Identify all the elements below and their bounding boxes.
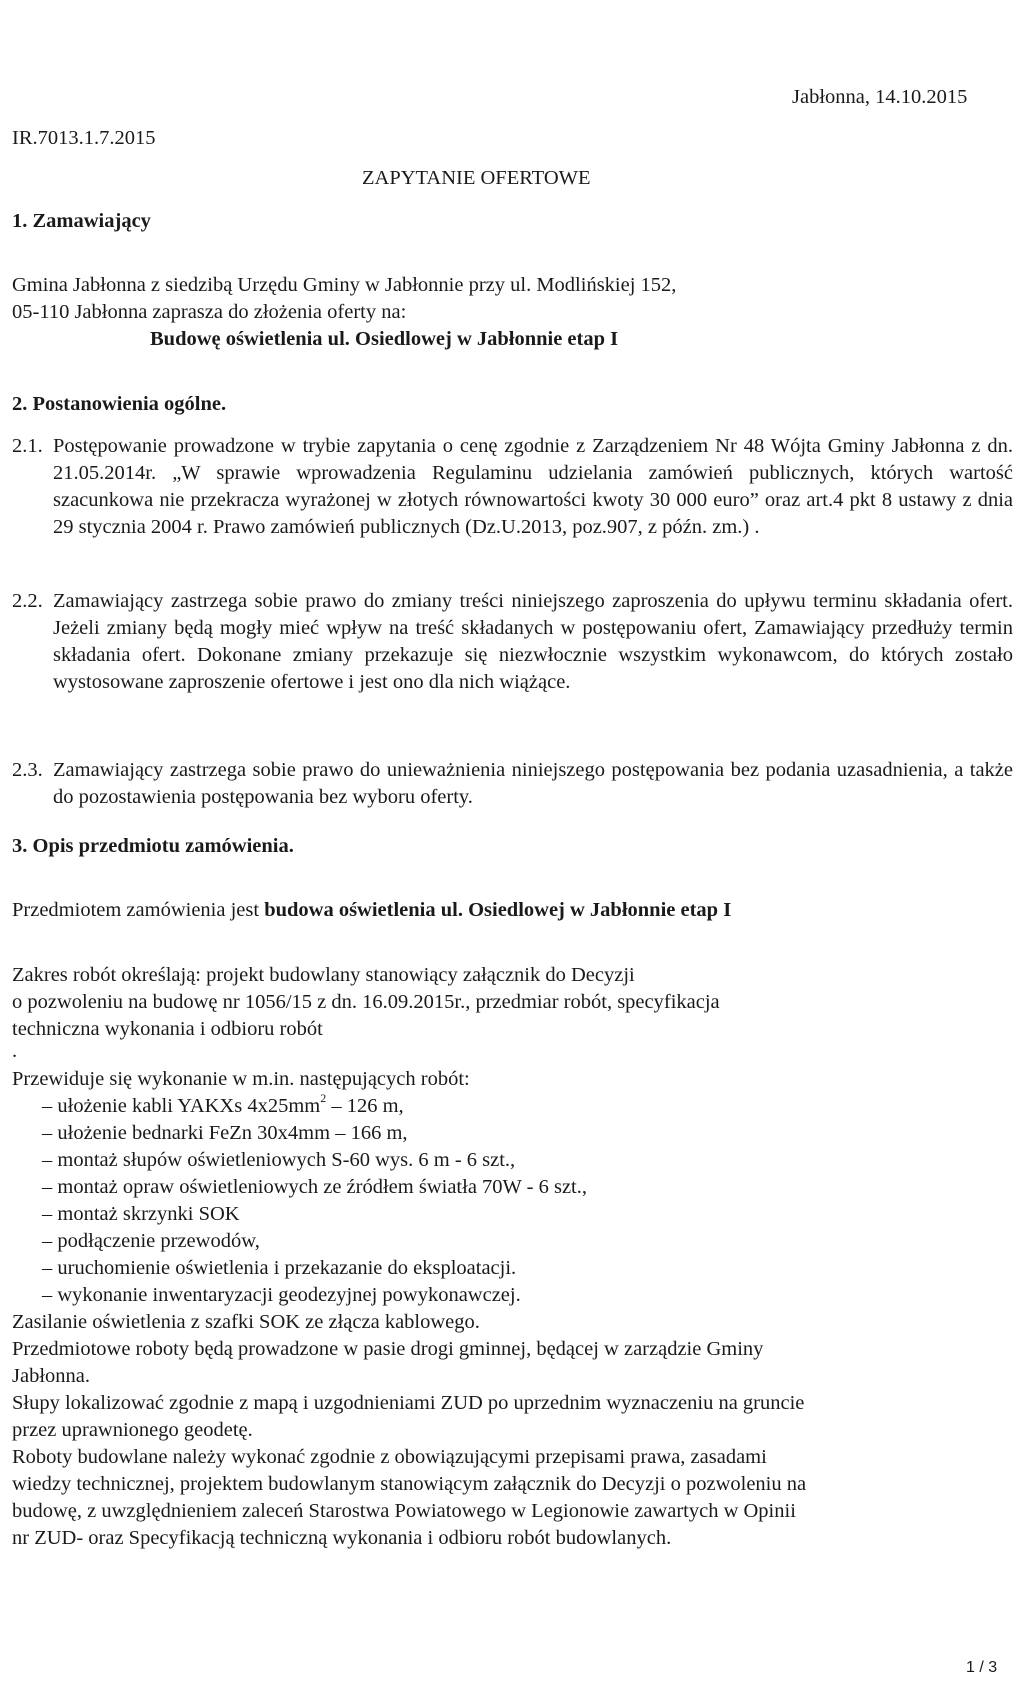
document-title: ZAPYTANIE OFERTOWE — [362, 167, 591, 189]
scope-dot: . — [12, 1040, 18, 1062]
clause-2-1-text: Postępowanie prowadzone w trybie zapytania o cenę zgodnie z Zarządzeniem Nr 48 Wójta Gminy Jabłonna z dn. 21.05.2014r. „W sprawie wprowadzenia Regulaminu udzielania zamówień publicznych, których wartość szacunkowa nie przekracza wyrażonej w złotych równowartości kwoty 30 000 euro” oraz art.4 pkt 8 ustawy z dnia 29 stycznia 2004 r. Prawo zamówień publicznych (Dz.U.2013, poz.907, z późn. zm.) . — [53, 435, 1013, 538]
page-number: 1 / 3 — [966, 1659, 998, 1676]
works-item: – montaż skrzynki SOK — [42, 1203, 240, 1225]
place-date: Jabłonna, 14.10.2015 — [792, 86, 968, 108]
clause-2-3-number: 2.3. — [12, 759, 43, 781]
subject-bold: budowa oświetlenia ul. Osiedlowej w Jabłonnie etap I — [264, 899, 732, 921]
clause-2-1-number: 2.1. — [12, 435, 43, 457]
rules-line-1: Roboty budowlane należy wykonać zgodnie z obowiązującymi przepisami prawa, zasadami — [12, 1446, 767, 1468]
scope-line-3: techniczna wykonania i odbioru robót — [12, 1018, 323, 1040]
works-item: – ułożenie bednarki FeZn 30x4mm – 166 m, — [42, 1122, 408, 1144]
works-item-1-suffix: – 126 m, — [326, 1095, 404, 1117]
works-item: – uruchomienie oświetlenia i przekazanie do eksploatacji. — [42, 1257, 517, 1279]
clause-2-2-text: Zamawiający zastrzega sobie prawo do zmiany treści niniejszego zaproszenia do upływu terminu składania ofert. Jeżeli zmiany będą mogły mieć wpływ na treść składanych w postępowaniu ofert, Zamawiający przedłuży termin składania ofert. Dokonane zmiany przekazuje się niezwłocznie wszystkim wykonawcom, do których zostało wystosowane zaproszenie ofertowe i jest ono dla nich wiążące. — [53, 590, 1013, 693]
rules-line-2: wiedzy technicznej, projektem budowlanym stanowiącym załącznik do Decyzji o pozwoleniu na — [12, 1473, 807, 1495]
poles-note-line-2: przez uprawnionego geodetę. — [12, 1419, 253, 1441]
scope-line-1: Zakres robót określają: projekt budowlany stanowiący załącznik do Decyzji — [12, 964, 635, 986]
road-note-line-1: Przedmiotowe roboty będą prowadzone w pasie drogi gminnej, będącej w zarządzie Gminy — [12, 1338, 764, 1360]
poles-note-line-1: Słupy lokalizować zgodnie z mapą i uzgodnieniami ZUD po uprzednim wyznaczeniu na gruncie — [12, 1392, 805, 1414]
works-item: – podłączenie przewodów, — [42, 1230, 260, 1252]
order-subject: Budowę oświetlenia ul. Osiedlowej w Jabłonnie etap I — [150, 328, 619, 350]
rules-line-3: budowę, z uwzględnieniem zaleceń Starostwa Powiatowego w Legionowie zawartych w Opinii — [12, 1500, 796, 1522]
works-item-1-superscript: 2 — [320, 1091, 327, 1106]
power-supply-note: Zasilanie oświetlenia z szafki SOK ze złącza kablowego. — [12, 1311, 480, 1333]
order-subject-sentence — [12, 897, 731, 924]
clause-2-2-number: 2.2. — [12, 590, 43, 612]
works-item: – montaż słupów oświetleniowych S-60 wys. 6 m - 6 szt., — [42, 1149, 516, 1171]
rules-line-4: nr ZUD- oraz Specyfikacją techniczną wykonania i odbioru robót budowlanych. — [12, 1527, 672, 1549]
reference-number: IR.7013.1.7.2015 — [12, 127, 156, 149]
works-item: – wykonanie inwentaryzacji geodezyjnej powykonawczej. — [42, 1284, 521, 1306]
clause-2-3-text: Zamawiający zastrzega sobie prawo do unieważnienia niniejszego postępowania bez podania uzasadnienia, a także do pozostawienia postępowania bez wyboru oferty. — [53, 759, 1013, 808]
road-note-line-2: Jabłonna. — [12, 1365, 90, 1387]
scope-line-2: o pozwoleniu na budowę nr 1056/15 z dn. 16.09.2015r., przedmiar robót, specyfikacja — [12, 991, 720, 1013]
works-intro: Przewiduje się wykonanie w m.in. następujących robót: — [12, 1068, 470, 1090]
section-1-heading: 1. Zamawiający — [12, 210, 151, 232]
intro-line-1: Gmina Jabłonna z siedzibą Urzędu Gminy w Jabłonnie przy ul. Modlińskiej 152, — [12, 274, 677, 296]
subject-prefix: Przedmiotem zamówienia jest — [12, 899, 265, 921]
section-3-heading: 3. Opis przedmiotu zamówienia. — [12, 835, 294, 857]
intro-line-2: 05-110 Jabłonna zaprasza do złożenia oferty na: — [12, 301, 407, 323]
works-item: – montaż opraw oświetleniowych ze źródłem światła 70W - 6 szt., — [42, 1176, 587, 1198]
works-item-1-prefix: – ułożenie kabli YAKXs 4x25mm — [42, 1095, 321, 1117]
works-item — [42, 1093, 404, 1120]
section-2-heading: 2. Postanowienia ogólne. — [12, 393, 227, 415]
